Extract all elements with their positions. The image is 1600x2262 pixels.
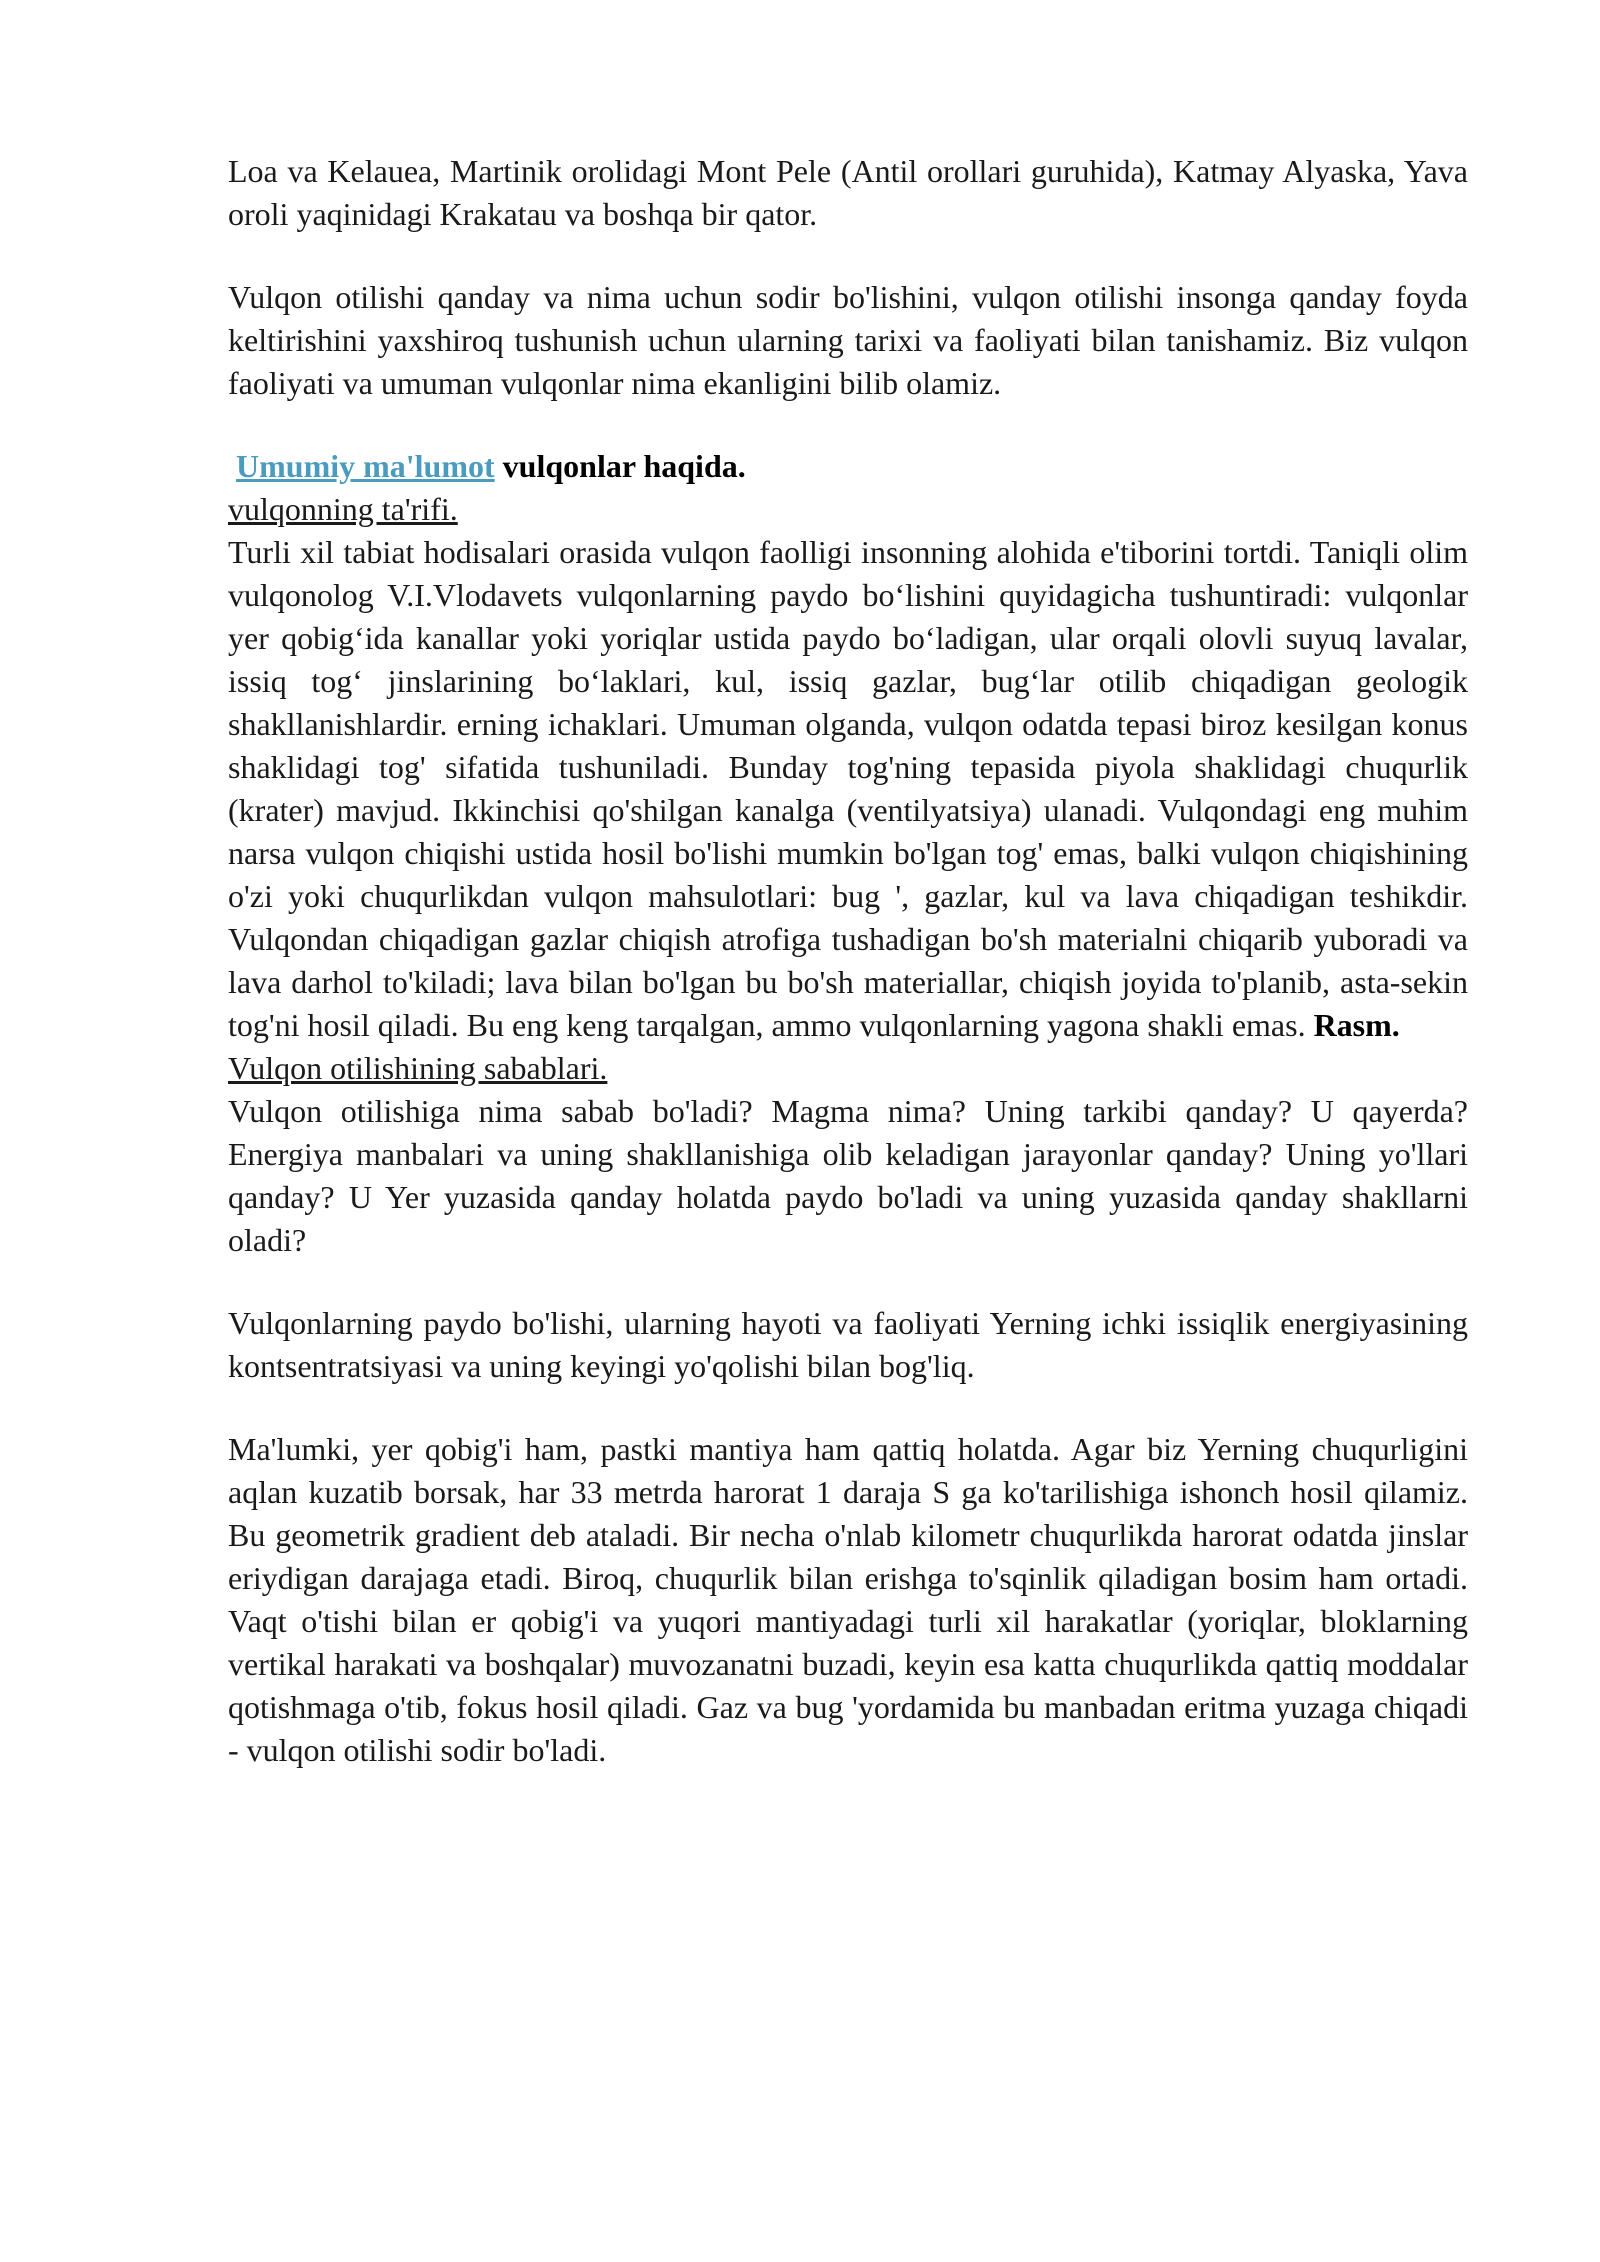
paragraph-gap [228,405,1468,445]
paragraph-volcano-list: Loa va Kelauea, Martinik orolidagi Mont Pele (Antil orollari guruhida), Katmay Alyaska, Yava oroli yaqinidagi Krakatau va boshqa bir qator. [228,153,1468,232]
section-heading [228,445,1468,488]
paragraph-origin: Vulqonlarning paydo bo'lishi, ularning hayoti va faoliyati Yerning ichki issiqlik energiyasining kontsentratsiyasi va uning keyingi yo'qolishi bilan bog'liq. [228,1305,1468,1384]
paragraph-gap [228,236,1468,276]
paragraph-definition-text: Turli xil tabiat hodisalari orasida vulqon faolligi insonning alohida e'tiborini tortdi. Taniqli olim vulqonolog V.I.Vlodavets vulqonlarning paydo bo‘lishini quyidagicha tushuntiradi: vulqonlar yer qobig‘ida kanallar yoki yoriqlar ustida paydo bo‘ladigan, ular orqali olovli suyuq lavalar, issiq tog‘ jinslarining bo‘laklari, kul, issiq gazlar, bug‘lar otilib chiqadigan geologik shakllanishlardir. erning ichaklari. Umuman olganda, vulqon odatda tepasi biroz kesilgan konus shaklidagi tog' sifatida tushuniladi. Bunday tog'ning tepasida piyola shaklidagi chuqurlik (krater) mavjud. Ikkinchisi qo'shilgan kanalga (ventilyatsiya) ulanadi. Vulqondagi eng muhim narsa vulqon chiqishi ustida hosil bo'lishi mumkin bo'lgan tog' emas, balki vulqon chiqishining o'zi yoki chuqurlikdan vulqon mahsulotlari: bug ', gazlar, kul va lava chiqadigan teshikdir. Vulqondan chiqadigan gazlar chiqish atrofiga tushadigan bo'sh materialni chiqarib yuboradi va lava darhol to'kiladi; lava bilan bo'lgan bu bo'sh materiallar, chiqish joyida to'planib, asta-sekin tog'ni hosil qiladi. Bu eng keng tarqalgan, ammo vulqonlarning yagona shakli emas. [228,534,1468,1043]
paragraph-definition [228,531,1468,1047]
subheading-definition: vulqonning ta'rifi. [228,491,458,527]
paragraph-introduction: Vulqon otilishi qanday va nima uchun sodir bo'lishini, vulqon otilishi insonga qanday foyda keltirishini yaxshiroq tushunish uchun ularning tarixi va faoliyati bilan tanishamiz. Biz vulqon faoliyati va umuman vulqonlar nima ekanligini bilib olamiz. [228,279,1468,401]
document-body [228,150,1468,1772]
subheading-causes: Vulqon otilishining sabablari. [228,1050,608,1086]
paragraph-gap [228,1262,1468,1302]
paragraph-geothermal: Ma'lumki, yer qobig'i ham, pastki mantiya ham qattiq holatda. Agar biz Yerning chuqurligini aqlan kuzatib borsak, har 33 metrda harorat 1 daraja S ga ko'tarilishiga ishonch hosil qilamiz. Bu geometrik gradient deb ataladi. Bir necha o'nlab kilometr chuqurlikda harorat odatda jinslar eriydigan darajaga etadi. Biroq, chuqurlik bilan erishga to'sqinlik qiladigan bosim ham ortadi. Vaqt o'tishi bilan er qobig'i va yuqori mantiyadagi turli xil harakatlar (yoriqlar, bloklarning vertikal harakati va boshqalar) muvozanatni buzadi, keyin esa katta chuqurlikda qattiq moddalar qotishmaga o'tib, fokus hosil qiladi. Gaz va bug 'yordamida bu manbadan eritma yuzaga chiqadi - vulqon otilishi sodir bo'ladi. [228,1431,1468,1768]
general-info-link[interactable]: Umumiy ma'lumot [236,448,495,484]
paragraph-questions: Vulqon otilishiga nima sabab bo'ladi? Magma nima? Uning tarkibi qanday? U qayerda? Energiya manbalari va uning shakllanishiga olib keladigan jarayonlar qanday? Uning yo'llari qanday? U Yer yuzasida qanday holatda paydo bo'ladi va uning yuzasida qanday shakllarni oladi? [228,1093,1468,1258]
section-heading-rest: vulqonlar haqida. [494,448,746,484]
figure-reference: Rasm. [1313,1007,1400,1043]
paragraph-gap [228,1388,1468,1428]
